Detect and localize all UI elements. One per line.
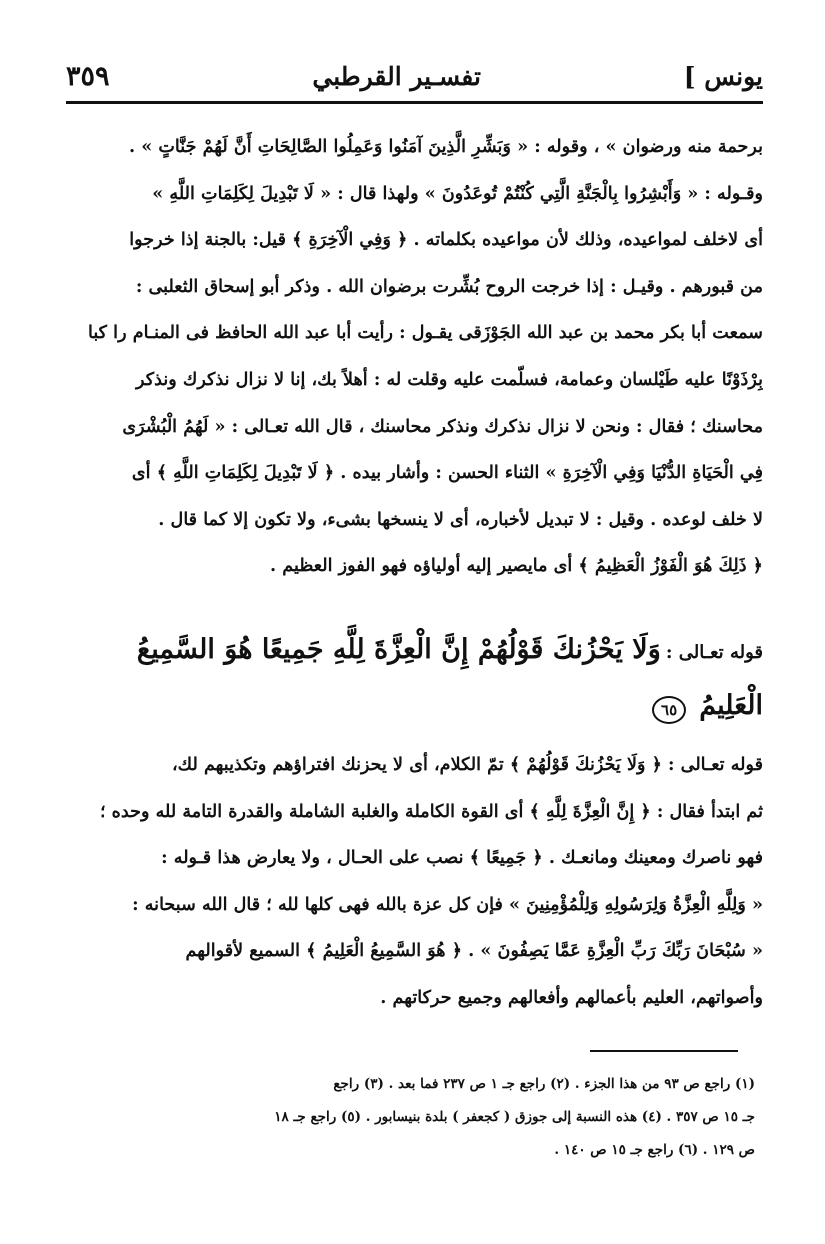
- header-rule: [66, 101, 763, 104]
- verse-line-1: [66, 622, 763, 678]
- verse-number-marker: ٦٥: [652, 696, 686, 724]
- text-line: فهو ناصرك ومعينك ومانعـك . ﴿ جَمِيعًا ﴾ نصب على الحـال ، ولا يعارض هذا قـوله :: [161, 847, 763, 869]
- footnote-separator: [590, 1050, 738, 1052]
- page-number: ٣٥٩: [66, 60, 110, 92]
- text-line: محاسنك ؛ فقال : ونحن لا نزال نذكرك ونذكر محاسنك ، قال الله تعـالى : « لَهُمُ الْبُشْرَى: [122, 415, 763, 437]
- text-line: « وَلِلَّهِ الْعِزَّةُ وَلِرَسُولِهِ وَلِلْمُؤْمِنِينَ » فإن كل عزة بالله فهى كلها لله ؛ قال الله سبحانه :: [132, 893, 763, 915]
- text-line: سمعت أبا بكر محمد بن عبد الله الجَوْزَقى يقـول : رأيت أبا عبد الله الحافظ فى المنـام را كبا: [88, 322, 763, 344]
- verse-text: الْعَلِيمُ: [699, 690, 763, 721]
- text-line: فِي الْحَيَاةِ الدُّنْيَا وَفِي الْآخِرَةِ » الثناء الحسن : وأشار بيده . ﴿ لَا تَبْدِيلَ لِكَلِمَاتِ اللَّهِ ﴾ أى: [131, 462, 763, 484]
- verse-text: وَلَا يَحْزُنكَ قَوْلُهُمْ إِنَّ الْعِزَّةَ لِلَّهِ جَمِيعًا هُوَ السَّمِيعُ: [136, 634, 661, 665]
- footnote-line: جـ ١٥ ص ٣٥٧ . (٤) هذه النسبة إلى جوزق ( كجعفر ) بلدة بنيسابور . (٥) راجع جـ ١٨: [274, 1109, 755, 1125]
- footnote-line: ص ١٢٩ . (٦) راجع جـ ١٥ ص ١٤٠ .: [554, 1142, 755, 1158]
- text-line: ثم ابتدأ فقال : ﴿ إِنَّ الْعِزَّةَ لِلَّهِ ﴾ أى القوة الكاملة والغلبة الشاملة والقدرة التامة لله وحده ؛: [99, 800, 763, 822]
- running-header: [66, 55, 763, 97]
- text-line: بِرْذَوْنًا عليه طَيْلسان وعمامة، فسلّمت عليه وقلت له : أهلاً بك، إنا لا نزال نذكرك ونذكر: [136, 368, 763, 390]
- text-line: قوله تعـالى : ﴿ وَلَا يَحْزُنكَ قَوْلُهُمْ ﴾ تمّ الكلام، أى لا يحزنك افتراؤهم وتكذيبهم لك،: [171, 754, 763, 775]
- commentary-paragraph-1: [66, 124, 763, 590]
- surah-name: يونس ]: [683, 61, 763, 91]
- quran-verse: [66, 622, 763, 734]
- footnotes: [66, 1068, 755, 1167]
- text-line: من قبورهم . وقيـل : إذا خرجت الروح بُشِّرت برضوان الله . وذكر أبو إسحاق الثعلبى :: [135, 275, 763, 297]
- verse-intro: قوله تعـالى :: [665, 642, 763, 663]
- text-line: برحمة منه ورضوان » ، وقوله : « وَبَشِّرِ الَّذِينَ آمَنُوا وَعَمِلُوا الصَّالِحَاتِ أَنَّ لَهُمْ جَنَّاتٍ » .: [128, 136, 763, 157]
- text-line: أى لاخلف لمواعيده، وذلك لأن مواعيده بكلماته . ﴿ وَفِي الْآخِرَةِ ﴾ قيل: بالجنة إذا خرجوا: [129, 229, 763, 251]
- commentary-paragraph-2: [66, 742, 763, 1022]
- text-line: وأصواتهم، العليم بأعمالهم وأفعالهم وجميع حركاتهم .: [380, 986, 763, 1008]
- text-line: لا خلف لوعده . وقيل : لا تبديل لأخباره، أى لا ينسخها بشىء، ولا تكون إلا كما قال .: [158, 508, 763, 530]
- text-line: ﴿ ذَلِكَ هُوَ الْفَوْزُ الْعَظِيمُ ﴾ أى مايصير إليه أولياؤه فهو الفوز العظيم .: [270, 555, 763, 577]
- verse-line-2: [66, 678, 763, 734]
- footnote-line: (١) راجع ص ٩٣ من هذا الجزء . (٢) راجع جـ ١ ص ٢٣٧ فما بعد . (٣) راجع: [333, 1076, 755, 1092]
- text-line: « سُبْحَانَ رَبِّكَ رَبِّ الْعِزَّةِ عَمَّا يَصِفُونَ » . ﴿ هُوَ السَّمِيعُ الْعَلِيمُ ﴾ السميع لأقوالهم: [185, 940, 763, 962]
- text-line: وقـوله : « وَأَبْشِرُوا بِالْجَنَّةِ الَّتِي كُنْتُمْ تُوعَدُونَ » ولهذا قال : « لَا تَبْدِيلَ لِكَلِمَاتِ اللَّهِ »: [152, 182, 763, 204]
- book-title: تفسـير القرطبي: [312, 61, 481, 91]
